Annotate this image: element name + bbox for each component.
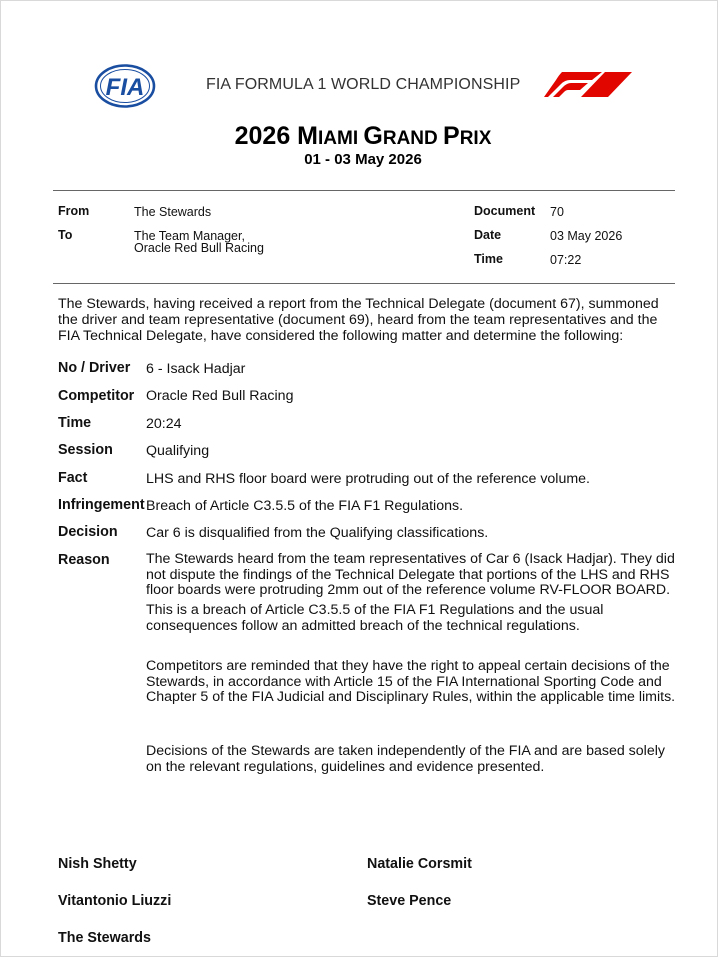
time-value: 07:22 — [550, 253, 582, 267]
fact-value: LHS and RHS floor board were protruding out of the reference volume. — [146, 471, 590, 487]
decision-label: Decision — [58, 524, 118, 540]
from-value: The Stewards — [134, 205, 212, 219]
steward-signature-2: Natalie Corsmit — [367, 856, 472, 872]
driver-label: No / Driver — [58, 360, 131, 376]
steward-signature-1: Nish Shetty — [58, 856, 137, 872]
document-value: 70 — [550, 205, 564, 219]
reason-paragraph-3: Competitors are reminded that they have the right to appeal certain decisions of the Stewards, in accordance with Article 15 of the FIA International Sporting Code and Chapter 5 of the FIA Judicial and Disciplinary Rules, within the applicable time limits. — [146, 658, 676, 705]
to-label: To — [58, 228, 73, 242]
championship-title: FIA FORMULA 1 WORLD CHAMPIONSHIP — [206, 76, 521, 93]
date-value: 03 May 2026 — [550, 229, 623, 243]
event-dates: 01 - 03 May 2026 — [304, 151, 422, 168]
session-value: Qualifying — [146, 443, 210, 459]
document-header — [0, 60, 720, 110]
fia-logo-icon — [94, 64, 156, 108]
from-label: From — [58, 204, 90, 218]
reason-paragraph-4: Decisions of the Stewards are taken independently of the FIA and are based solely on the relevant regulations, guidelines and evidence presented. — [146, 743, 665, 775]
time-row-value: 20:24 — [146, 416, 182, 432]
time-row-label: Time — [58, 415, 92, 431]
infringement-value: Breach of Article C3.5.5 of the FIA F1 Regulations. — [146, 498, 464, 514]
event-title: 2026 MIAMI GRAND PRIX — [234, 122, 492, 150]
divider-top — [53, 190, 675, 191]
infringement-label: Infringement — [58, 497, 145, 513]
time-label: Time — [474, 252, 503, 266]
to-value-line2: Oracle Red Bull Racing — [134, 241, 264, 255]
session-label: Session — [58, 442, 113, 458]
steward-signature-4: Steve Pence — [367, 893, 452, 909]
to-value-line1: The Team Manager, — [134, 229, 245, 243]
steward-signature-3: Vitantonio Liuzzi — [58, 893, 172, 909]
document-label: Document — [474, 204, 536, 218]
decision-value: Car 6 is disqualified from the Qualifying classifications. — [146, 525, 489, 541]
reason-label: Reason — [58, 552, 110, 568]
reason-paragraph-2: This is a breach of Article C3.5.5 of the FIA F1 Regulations and the usual consequences follow an admitted breach of the technical regulations. — [146, 602, 604, 634]
fact-label: Fact — [58, 470, 88, 486]
competitor-label: Competitor — [58, 388, 135, 404]
reason-paragraph-1: The Stewards heard from the team representatives of Car 6 (Isack Hadjar). They did not dispute the findings of the Technical Delegate that portions of the LHS and RHS floor boards were protruding 2mm out of the reference volume RV-FLOOR BOARD. — [146, 551, 675, 598]
fia-logo-text: FIA — [105, 74, 145, 101]
competitor-value: Oracle Red Bull Racing — [146, 388, 294, 404]
stewards-footer: The Stewards — [58, 930, 151, 946]
divider-bottom — [53, 283, 675, 284]
date-label: Date — [474, 228, 502, 242]
intro-paragraph: The Stewards, having received a report from the Technical Delegate (document 67), summoned the driver and team representative (document 69), heard from the team representatives and the FIA Technical Delegate, have considered the following matter and determine the following: — [58, 296, 659, 344]
driver-value: 6 - Isack Hadjar — [146, 361, 246, 377]
f1-logo-icon — [544, 70, 632, 98]
